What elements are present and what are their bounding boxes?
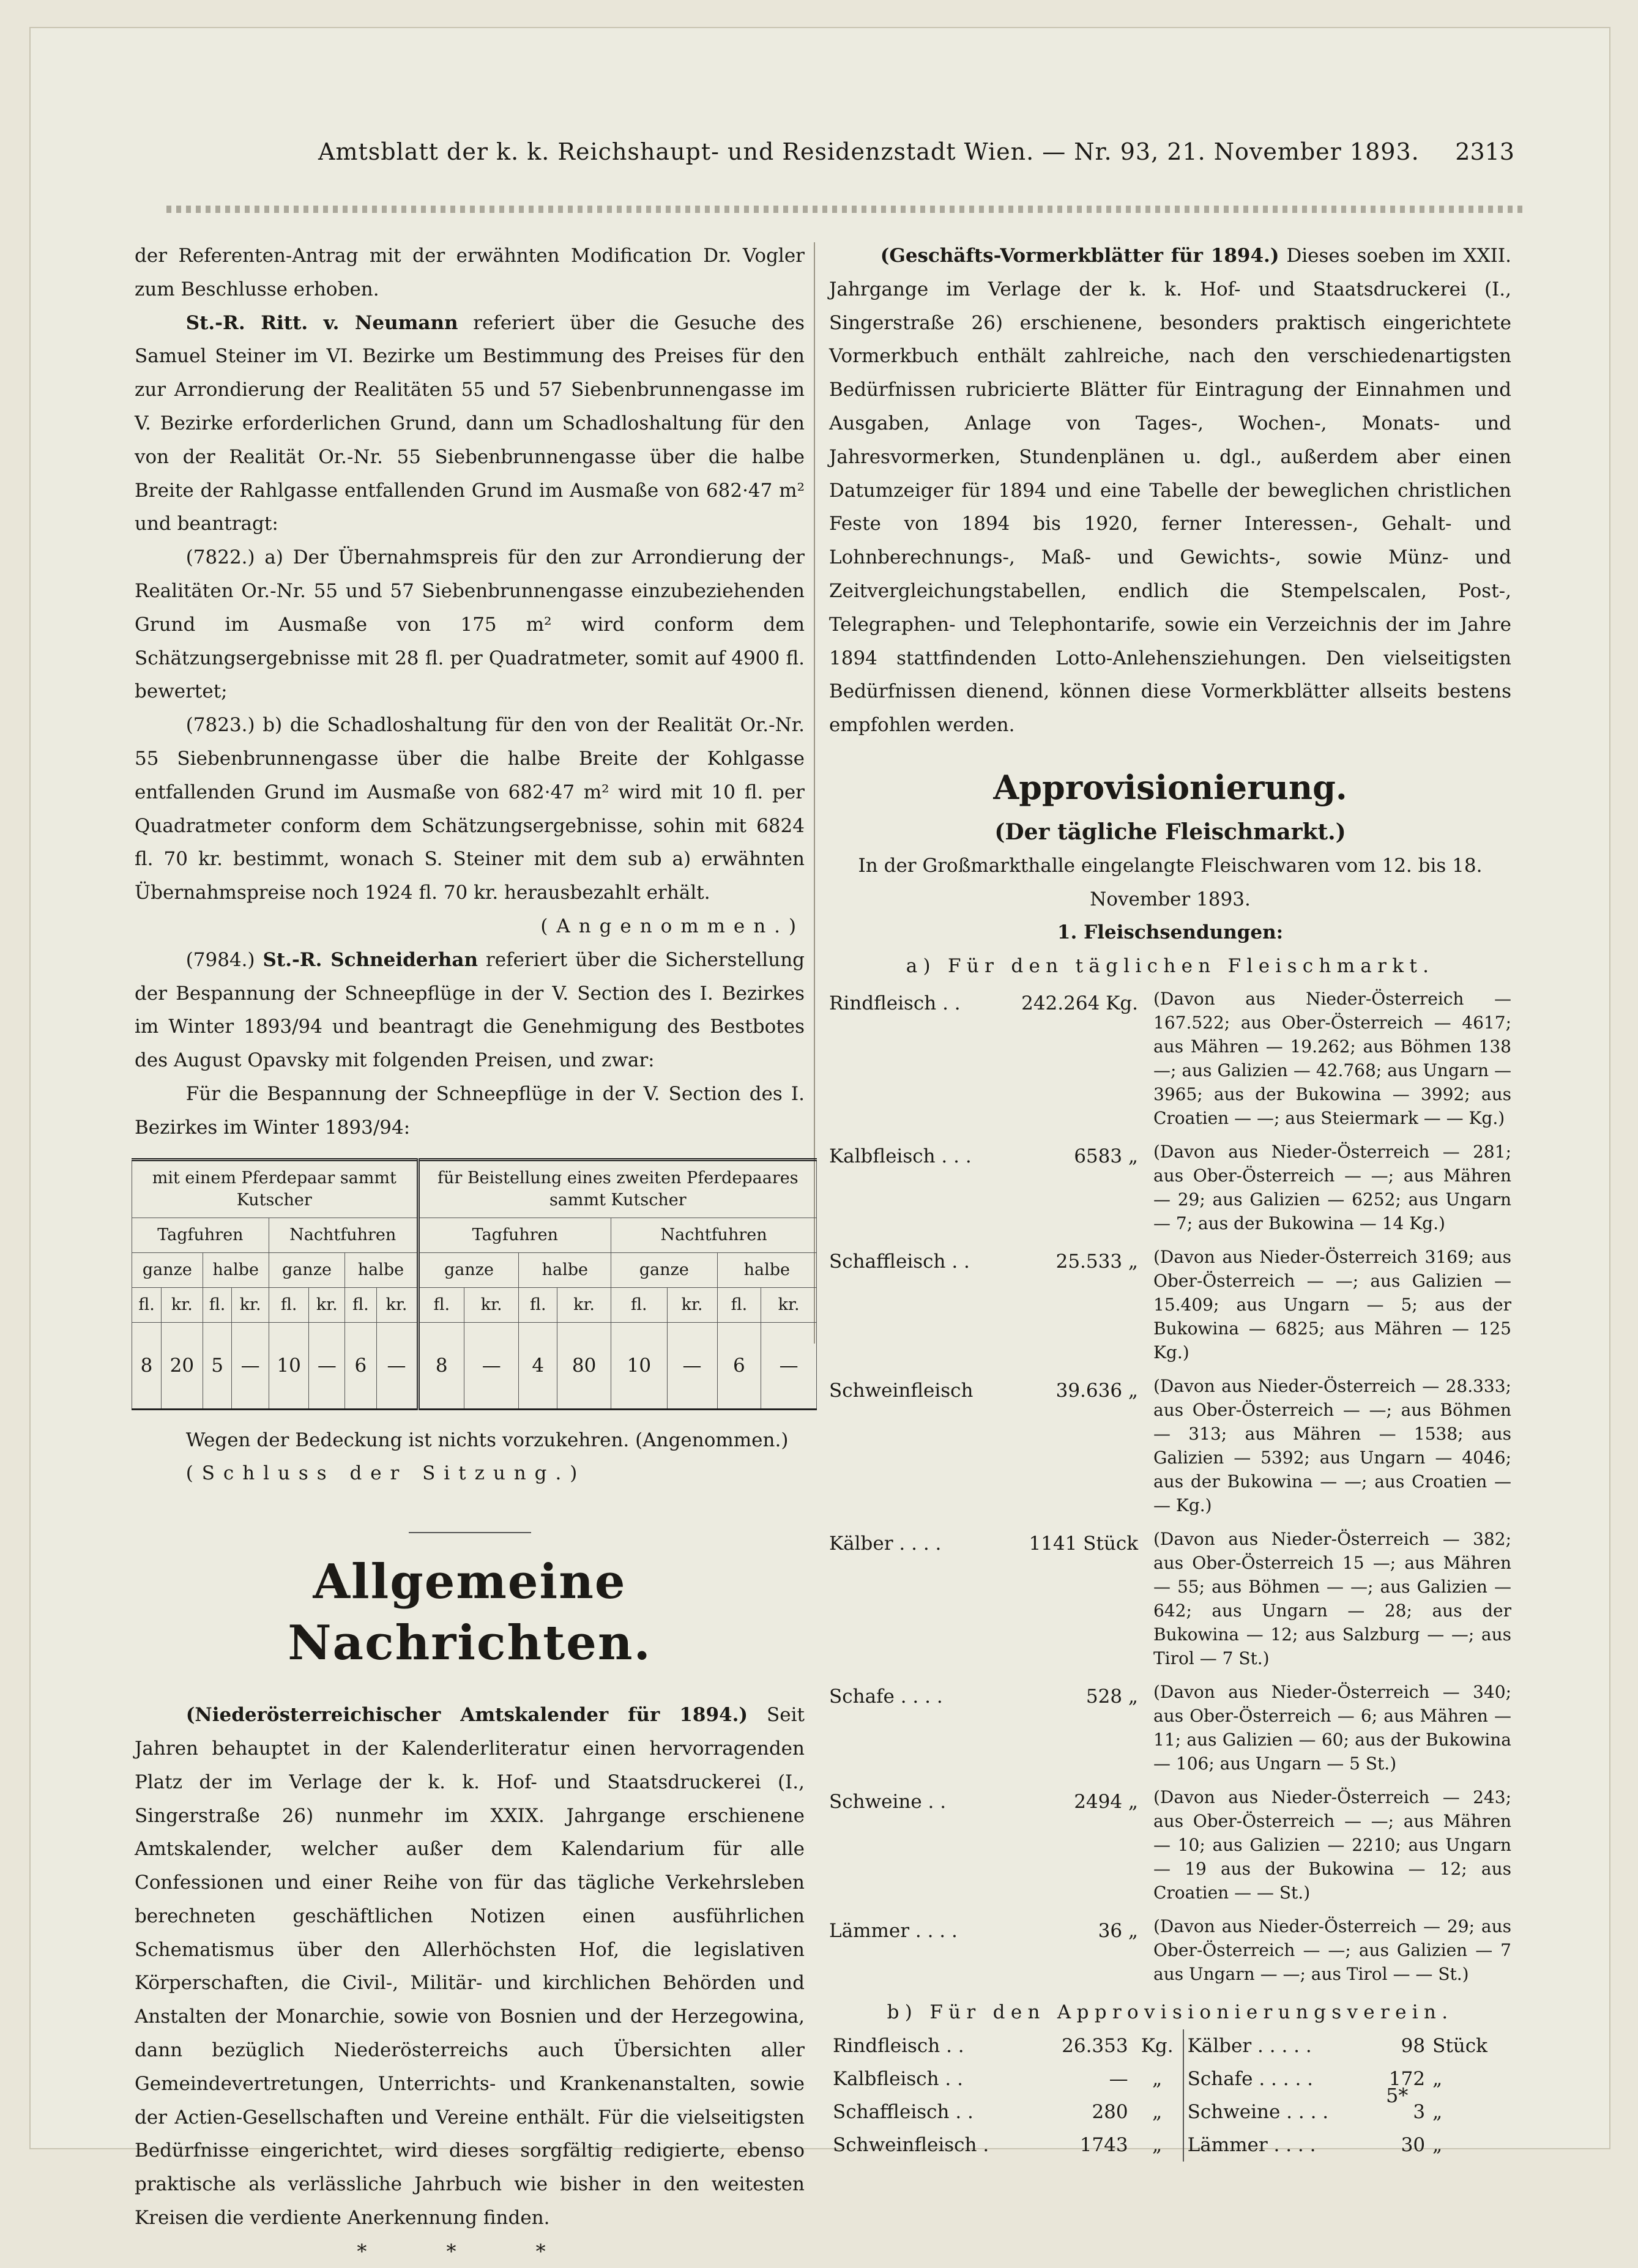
table-row (829, 2029, 1508, 2062)
meat-name: Kalbfleisch . . . (829, 1145, 972, 1167)
table-header: halbe (717, 1252, 816, 1287)
header-rule (166, 206, 1527, 213)
table-header: Nachtfuhren (269, 1218, 418, 1252)
value-cell: — (232, 1322, 269, 1409)
value-cell: 4 (519, 1322, 557, 1409)
table-header: für Beistellung eines zweiten Pferdepaares sammt Kutscher (418, 1159, 816, 1218)
cell: Schaffleisch . . (833, 2100, 973, 2123)
paragraph: Für die Bespannung der Schneepflüge in der V. Section des I. Bezirkes im Winter 1893/94: (135, 1082, 805, 1139)
meat-name: Kälber . . . . (829, 1532, 942, 1555)
meat-detail: (Davon aus Nieder-Österreich — 382; aus Ober-Österreich 15 —; aus Mähren — 55; aus Böhmen — —; aus Galizien — 642; aus Ungarn — 28; aus der Bukowina — 12; aus Salzburg — —; aus Tirol — 7 St.) (1153, 1528, 1511, 1668)
meat-entry (829, 1140, 1511, 1235)
meat-entry (829, 1245, 1511, 1364)
paragraph: St.-R. Ritt. v. Neumann referiert über die Gesuche des Samuel Steiner im VI. Bezirke um Bestimmung des Preises für den zur Arrondierung der Realitäten 55 und 57 Siebenbrunnengasse im V. Bezirke erforderlichen Grund, dann um Schadloshaltung für den von der Realität Or.-Nr. 55 Siebenbrunnengasse über die halbe Breite der Rahlgasse entfallenden Grund im Ausmaße von 682·47 m² und beantragt: (135, 311, 805, 535)
unit-cell: fl. (269, 1287, 309, 1322)
running-header (31, 138, 1609, 181)
meat-name: Lämmer . . . . (829, 1919, 958, 1942)
cell: 1743 (1079, 2133, 1128, 2156)
cell: Kalbfleisch . . (833, 2067, 963, 2090)
meat-amount: 25.533 „ (1055, 1250, 1138, 1273)
meat-amount: 39.636 „ (1055, 1379, 1138, 1402)
table-header: ganze (611, 1252, 717, 1287)
unit-cell: kr. (667, 1287, 717, 1322)
paragraph: Wegen der Bedeckung ist nichts vorzukehren. (Angenommen.) (185, 1429, 789, 1451)
subsection-heading: a) Für den täglichen Fleischmarkt. (906, 955, 1435, 978)
unit-cell: fl. (203, 1287, 232, 1322)
paragraph: (7984.) St.-R. Schneiderhan referiert über die Sicherstellung der Bespannung der Schneepflüge in der V. Section des I. Bezirkes im Winter 1893/94 und beantragt die Genehmigung des Bestbotes des August Opavsky mit folgenden Preisen, und zwar: (135, 948, 805, 1072)
table-header: halbe (203, 1252, 269, 1287)
right-column (829, 239, 1511, 2162)
meat-detail: (Davon aus Nieder-Österreich — 340; aus Ober-Österreich — 6; aus Mähren — 11; aus Galizien — 60; aus der Bukowina — 106; aus Ungarn — 5 St.) (1153, 1681, 1511, 1774)
meat-entry (829, 1374, 1511, 1517)
subsection-heading: b) Für den Approvisionierungsverein. (887, 2001, 1454, 2023)
meat-detail: (Davon aus Nieder-Österreich — 243; aus Ober-Österreich — —; aus Mähren — 10; aus Galizien — 2210; aus Ungarn — 19 aus der Bukowina — 12; aus Croatien — — St.) (1153, 1787, 1511, 1903)
meat-detail: (Davon aus Nieder-Österreich 3169; aus Ober-Österreich — —; aus Galizien — 15.409; aus Ungarn — 5; aus der Bukowina — 6825; aus Mähren — 125 Kg.) (1153, 1246, 1511, 1363)
unit-cell: kr. (376, 1287, 418, 1322)
value-cell: 80 (557, 1322, 611, 1409)
intro-text: In der Großmarkthalle eingelangte Fleischwaren vom 12. bis 18. November 1893. (858, 854, 1483, 910)
fee-table (132, 1158, 817, 1410)
cell: Kälber . . . . . (1183, 2029, 1374, 2062)
unit-cell: kr. (162, 1287, 203, 1322)
table-header: halbe (519, 1252, 611, 1287)
cell: „ (1432, 2133, 1443, 2156)
value-cell: 10 (269, 1322, 309, 1409)
paragraph: (7822.) a) Der Übernahmspreis für den zur Arrondierung der Realitäten Or.-Nr. 55 und 57 Siebenbrunnengasse einzubeziehenden Grund im Ausmaße von 175 m² wird conform dem Schätzungsergebnisse mit 28 fl. per Quadratmeter, somit auf 4900 fl. bewertet; (135, 546, 805, 703)
cell: Schafe . . . . . (1183, 2062, 1374, 2095)
cell: Schweinfleisch . (833, 2133, 989, 2156)
cell: „ (1152, 2100, 1163, 2123)
table-header: ganze (418, 1252, 519, 1287)
subsection-heading: 1. Fleischsendungen: (1057, 921, 1284, 944)
table-header: ganze (132, 1252, 203, 1287)
value-cell: 20 (162, 1322, 203, 1409)
unit-cell: fl. (611, 1287, 667, 1322)
meat-detail: (Davon aus Nieder-Österreich — 29; aus Ober-Österreich — —; aus Galizien — 7 aus Ungarn — —; aus Tirol — — St.) (1153, 1916, 1511, 1984)
section-title: Allgemeine Nachrichten. (288, 1554, 652, 1671)
meat-detail: (Davon aus Nieder-Österreich — 281; aus Ober-Österreich — —; aus Mähren — 29; aus Galizien — 6252; aus Ungarn — 7; aus der Bukowina — 14 Kg.) (1153, 1141, 1511, 1233)
value-cell: — (667, 1322, 717, 1409)
meat-name: Schaffleisch . . (829, 1250, 970, 1273)
item-title: (Niederösterreichischer Amtskalender für 1894.) (185, 1704, 748, 1727)
value-cell: — (761, 1322, 817, 1409)
left-column (135, 239, 805, 2268)
unit-cell: fl. (519, 1287, 557, 1322)
table-header: Nachtfuhren (611, 1218, 817, 1252)
meat-amount: 6583 „ (1074, 1145, 1138, 1167)
table-row (829, 2129, 1508, 2162)
meat-amount: 528 „ (1085, 1685, 1138, 1708)
value-cell: 10 (611, 1322, 667, 1409)
speaker-name: St.-R. Ritt. v. Neumann (185, 311, 458, 334)
cell: 30 (1401, 2133, 1426, 2156)
table-header: Tagfuhren (418, 1218, 611, 1252)
value-cell: 5 (203, 1322, 232, 1409)
item-title: (Geschäfts-Vormerkblätter für 1894.) (880, 245, 1279, 267)
speaker-name: St.-R. Schneiderhan (262, 948, 478, 971)
cell: 280 (1092, 2100, 1128, 2123)
value-cell: — (309, 1322, 345, 1409)
header-title: Amtsblatt der k. k. Reichshaupt- und Residenzstadt Wien. — Nr. 93, 21. November 1893. (318, 138, 1420, 165)
cell: Rindfleisch . . (833, 2034, 964, 2057)
unit-cell: kr. (557, 1287, 611, 1322)
cell: Stück (1432, 2034, 1487, 2057)
unit-cell: fl. (418, 1287, 464, 1322)
unit-cell: kr. (309, 1287, 345, 1322)
value-cell: 8 (132, 1322, 162, 1409)
cell: „ (1152, 2067, 1163, 2090)
page-number: 2313 (1455, 138, 1514, 165)
meat-name: Schweinfleisch (829, 1379, 973, 1402)
table-header: halbe (345, 1252, 418, 1287)
session-close: (Schluss der Sitzung.) (185, 1462, 586, 1485)
cell: 172 (1388, 2067, 1426, 2090)
accepted-note: (Angenommen.) (540, 915, 805, 937)
section-subtitle: (Der tägliche Fleischmarkt.) (994, 819, 1346, 845)
value-cell: 8 (418, 1322, 464, 1409)
meat-amount: 1141 Stück (1029, 1532, 1138, 1555)
section-title: Approvisionierung. (993, 767, 1347, 807)
meat-amount: 242.264 Kg. (1021, 992, 1138, 1014)
meat-entry (829, 1680, 1511, 1775)
unit-cell: fl. (717, 1287, 761, 1322)
unit-cell: fl. (345, 1287, 376, 1322)
unit-cell: kr. (464, 1287, 519, 1322)
meat-name: Schweine . . (829, 1790, 947, 1813)
table-header: ganze (269, 1252, 344, 1287)
paragraph: (Geschäfts-Vormerkblätter für 1894.) Dieses soeben im XXII. Jahrgange im Verlage der k. k. Hof- und Staatsdruckerei (I., Singerstraße 26) erschienene, besonders praktisch eingerichtete Vormerkbuch enthält zahlreiche, nach den verschiedenartigsten Bedürfnissen rubricierte Blätter für Eintragung der Einnahmen und Ausgaben, Anlage von Tages-, Wochen-, Monats- und Jahresvormerken, Stundenplänen u. dgl., außerdem aber einen Datumzeiger für 1894 und eine Tabelle der beweglichen christlichen Feste von 1894 bis 1920, ferner Interessen-, Gehalt- und Lohnberechnungs-, Maß- und Gewichts-, sowie Münz- und Zeitvergleichungstabellen, endlich die Stempelscalen, Post-, Telegraphen- und Telephontarife, sowie ein Verzeichnis der im Jahre 1894 stattfindenden Lotto-Anlehensziehungen. Den vielseitigsten Bedürfnissen dienend, können diese Vormerkblätter allseits bestens empfohlen werden. (829, 245, 1512, 737)
meat-amount: 2494 „ (1074, 1790, 1138, 1813)
meat-name: Rindfleisch . . (829, 992, 961, 1014)
value-cell: 6 (717, 1322, 761, 1409)
cell: Lämmer . . . . (1183, 2129, 1374, 2162)
section-divider (409, 1532, 531, 1533)
paragraph: (7823.) b) die Schadloshaltung für den von der Realität Or.-Nr. 55 Siebenbrunnengasse über die halbe Breite der Kohlgasse entfallenden Grund im Ausmaße von 682·47 m² wird mit 10 fl. per Quadratmeter conform dem Schätzungsergebnisse, sohin mit 6824 fl. 70 kr. bestimmt, wonach S. Steiner mit dem sub a) erwähnten Übernahmspreise noch 1924 fl. 70 kr. herausbezahlt erhält. (135, 714, 805, 904)
unit-cell: kr. (232, 1287, 269, 1322)
meat-detail: (Davon aus Nieder-Österreich — 28.333; aus Ober-Österreich — —; aus Böhmen — 313; aus Mähren — 1538; aus Galizien — 5392; aus Ungarn — 4046; aus der Bukowina — —; aus Croatien — — Kg.) (1153, 1375, 1511, 1515)
cell: „ (1432, 2100, 1443, 2123)
meat-amount: 36 „ (1098, 1919, 1138, 1942)
meat-entry (829, 1527, 1511, 1670)
meat-detail: (Davon aus Nieder-Österreich — 167.522; aus Ober-Österreich — 4617; aus Mähren — 19.262; aus Böhmen 138 —; aus Galizien — 42.768; aus Ungarn — 3965; aus der Bukowina — 3992; aus Croatien — —; aus Steiermark — — Kg.) (1153, 988, 1511, 1128)
value-cell: — (376, 1322, 418, 1409)
cell: 3 (1413, 2100, 1426, 2123)
cell: Kg. (1141, 2034, 1174, 2057)
unit-cell: kr. (761, 1287, 817, 1322)
newspaper-page (29, 27, 1610, 2263)
asterism: * * * (357, 2239, 583, 2263)
meat-entry (829, 987, 1511, 1130)
table-header: mit einem Pferdepaar sammt Kutscher (132, 1159, 419, 1218)
meat-entry (829, 1914, 1511, 1986)
cell: 26.353 (1062, 2034, 1128, 2057)
table-header: Tagfuhren (132, 1218, 269, 1252)
cell: „ (1152, 2133, 1163, 2156)
unit-cell: fl. (132, 1287, 162, 1322)
value-cell: — (464, 1322, 519, 1409)
paragraph: (Niederösterreichischer Amtskalender für 1894.) Seit Jahren behauptet in der Kalenderliteratur einen hervorragenden Platz der im Verlage der k. k. Hof- und Staatsdruckerei (I., Singerstraße 26) nunmehr im XXIX. Jahrgange erschienene Amtskalender, welcher außer dem Kalendarium für alle Confessionen und einer Reihe von für das tägliche Verkehrsleben berechneten geschäftlichen Notizen einen ausführlichen Schematismus über den Allerhöchsten Hof, die legislativen Körperschaften, die Civil-, Militär- und kirchlichen Behörden und Anstalten der Monarchie, sowie von Bosnien und der Herzegowina, dann bezüglich Niederösterreichs auch Übersichten aller Gemeindevertretungen, Unterrichts- und Krankenanstalten, sowie der Actien-Gesellschaften und Vereine enthält. Für die vielseitigsten Bedürfnisse eingerichtet, wird dieses sorgfältig redigierte, ebenso praktische als verlässliche Jahrbuch wie bisher in den weitesten Kreisen die verdiente Anerkennung finden. (135, 1704, 805, 2229)
cell: 98 (1401, 2034, 1426, 2057)
cell: Schweine . . . . (1183, 2095, 1374, 2129)
meat-name: Schafe . . . . (829, 1685, 943, 1708)
signature-mark: 5* (1386, 2084, 1409, 2107)
value-cell: 6 (345, 1322, 376, 1409)
cell: — (1109, 2067, 1128, 2090)
paragraph: der Referenten-Antrag mit der erwähnten Modification Dr. Vogler zum Beschlusse erhoben. (135, 245, 805, 300)
cell: „ (1432, 2067, 1443, 2090)
meat-entry (829, 1785, 1511, 1905)
